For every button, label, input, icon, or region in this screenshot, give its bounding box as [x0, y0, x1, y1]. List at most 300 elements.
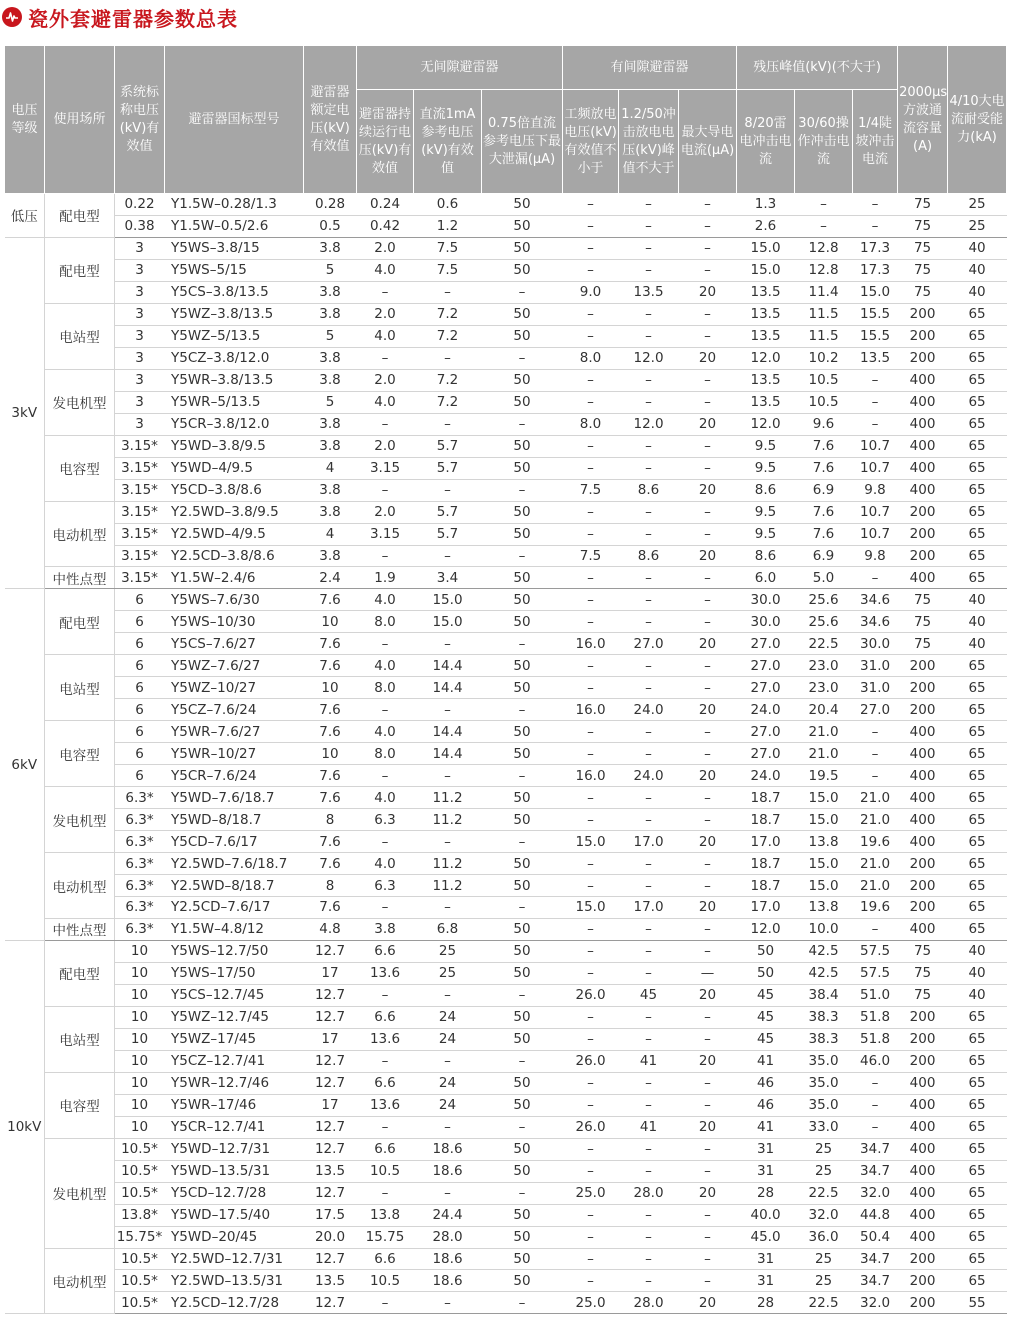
switching-residual-cell: 38.3 [795, 1028, 853, 1050]
conduction-current-cell: 20 [679, 545, 737, 567]
high-current-cell: 65 [948, 545, 1007, 567]
reference-voltage-cell: 1.2 [414, 215, 482, 237]
model-cell: Y2.5WD–8/18.7 [165, 875, 304, 897]
leakage-cell: 50 [482, 1138, 563, 1160]
usage-cell: 电容型 [45, 721, 115, 787]
model-cell: Y2.5WD–12.7/31 [165, 1248, 304, 1270]
table-row [5, 1094, 1007, 1116]
lightning-residual-cell: 31 [737, 1248, 795, 1270]
leakage-cell: 50 [482, 787, 563, 809]
system-voltage-cell: 10 [115, 1050, 165, 1072]
switching-residual-cell: 15.0 [795, 875, 853, 897]
square-wave-cell: 75 [898, 940, 948, 962]
system-voltage-cell: 3.15* [115, 457, 165, 479]
model-cell: Y5WZ–3.8/13.5 [165, 303, 304, 325]
conduction-current-cell: — [679, 962, 737, 984]
table-row [5, 940, 1007, 962]
switching-residual-cell: 7.6 [795, 523, 853, 545]
square-wave-cell: 200 [898, 897, 948, 919]
pf-discharge-cell: – [563, 1028, 619, 1050]
lightning-residual-cell: 41 [737, 1116, 795, 1138]
switching-residual-cell: 38.4 [795, 984, 853, 1006]
pf-discharge-cell: – [563, 215, 619, 237]
impulse-discharge-cell: – [619, 1094, 679, 1116]
continuous-voltage-cell: 4.0 [357, 853, 414, 875]
continuous-voltage-cell: 2.0 [357, 237, 414, 259]
model-cell: Y5CR–12.7/41 [165, 1116, 304, 1138]
square-wave-cell: 200 [898, 699, 948, 721]
lightning-residual-cell: 18.7 [737, 853, 795, 875]
table-row [5, 611, 1007, 633]
switching-residual-cell: 10.0 [795, 918, 853, 940]
table-row [5, 1028, 1007, 1050]
square-wave-cell: 400 [898, 1182, 948, 1204]
pf-discharge-cell: 8.0 [563, 413, 619, 435]
table-row [5, 1292, 1007, 1314]
leakage-cell: – [482, 765, 563, 787]
high-current-cell: 40 [948, 611, 1007, 633]
pf-discharge-cell: – [563, 1270, 619, 1292]
square-wave-cell: 200 [898, 523, 948, 545]
square-wave-cell: 200 [898, 1050, 948, 1072]
square-wave-cell: 400 [898, 1116, 948, 1138]
reference-voltage-cell: – [414, 281, 482, 303]
table-row [5, 962, 1007, 984]
continuous-voltage-cell: – [357, 1292, 414, 1314]
header-residual-group: 残压峰值(kV)(不大于) [737, 46, 898, 90]
conduction-current-cell: – [679, 523, 737, 545]
steep-residual-cell: – [853, 567, 898, 589]
switching-residual-cell: 11.5 [795, 325, 853, 347]
usage-cell: 电站型 [45, 303, 115, 369]
high-current-cell: 65 [948, 413, 1007, 435]
lightning-residual-cell: 15.0 [737, 259, 795, 281]
reference-voltage-cell: – [414, 1050, 482, 1072]
square-wave-cell: 200 [898, 1292, 948, 1314]
high-current-cell: 65 [948, 523, 1007, 545]
square-wave-cell: 400 [898, 743, 948, 765]
header-gapped-group: 有间隙避雷器 [563, 46, 737, 90]
high-current-cell: 65 [948, 787, 1007, 809]
high-current-cell: 65 [948, 1160, 1007, 1182]
impulse-discharge-cell: – [619, 1028, 679, 1050]
header-switching-impulse: 30/60操作冲击电流 [795, 90, 853, 194]
lightning-residual-cell: 12.0 [737, 347, 795, 369]
rated-voltage-cell: 7.6 [304, 633, 357, 655]
lightning-residual-cell: 46 [737, 1072, 795, 1094]
steep-residual-cell: 15.5 [853, 325, 898, 347]
impulse-discharge-cell: – [619, 875, 679, 897]
model-cell: Y5CS–12.7/45 [165, 984, 304, 1006]
table-row [5, 1204, 1007, 1226]
switching-residual-cell: 25.6 [795, 611, 853, 633]
lightning-residual-cell: 9.5 [737, 523, 795, 545]
rated-voltage-cell: 5 [304, 259, 357, 281]
high-current-cell: 65 [948, 1116, 1007, 1138]
pf-discharge-cell: 26.0 [563, 1116, 619, 1138]
continuous-voltage-cell: 0.42 [357, 215, 414, 237]
model-cell: Y5WR–17/46 [165, 1094, 304, 1116]
system-voltage-cell: 3.15* [115, 479, 165, 501]
steep-residual-cell: 10.7 [853, 501, 898, 523]
system-voltage-cell: 3.15* [115, 435, 165, 457]
lightning-residual-cell: 31 [737, 1270, 795, 1292]
model-cell: Y1.5W–0.5/2.6 [165, 215, 304, 237]
leakage-cell: 50 [482, 677, 563, 699]
header-leakage: 0.75倍直流参考电压下最大泄漏(μA) [482, 90, 563, 194]
rated-voltage-cell: 3.8 [304, 303, 357, 325]
square-wave-cell: 200 [898, 1028, 948, 1050]
leakage-cell: – [482, 1116, 563, 1138]
rated-voltage-cell: 12.7 [304, 1072, 357, 1094]
continuous-voltage-cell: 2.0 [357, 369, 414, 391]
continuous-voltage-cell: – [357, 1050, 414, 1072]
reference-voltage-cell: 0.6 [414, 194, 482, 216]
rated-voltage-cell: 12.7 [304, 1138, 357, 1160]
impulse-discharge-cell: – [619, 391, 679, 413]
system-voltage-cell: 6.3* [115, 853, 165, 875]
lightning-residual-cell: 12.0 [737, 413, 795, 435]
switching-residual-cell: 12.8 [795, 237, 853, 259]
switching-residual-cell: 21.0 [795, 721, 853, 743]
high-current-cell: 65 [948, 655, 1007, 677]
system-voltage-cell: 13.8* [115, 1204, 165, 1226]
system-voltage-cell: 3.15* [115, 523, 165, 545]
impulse-discharge-cell: – [619, 1006, 679, 1028]
conduction-current-cell: 20 [679, 1292, 737, 1314]
steep-residual-cell: 15.0 [853, 281, 898, 303]
table-row [5, 501, 1007, 523]
model-cell: Y5WD–8/18.7 [165, 809, 304, 831]
high-current-cell: 65 [948, 479, 1007, 501]
usage-cell: 电动机型 [45, 853, 115, 919]
system-voltage-cell: 6.3* [115, 897, 165, 919]
leakage-cell: 50 [482, 940, 563, 962]
lightning-residual-cell: 18.7 [737, 875, 795, 897]
rated-voltage-cell: 3.8 [304, 413, 357, 435]
pf-discharge-cell: 7.5 [563, 545, 619, 567]
high-current-cell: 65 [948, 325, 1007, 347]
conduction-current-cell: – [679, 369, 737, 391]
reference-voltage-cell: – [414, 633, 482, 655]
usage-cell: 配电型 [45, 589, 115, 655]
system-voltage-cell: 3.15* [115, 567, 165, 589]
impulse-discharge-cell: 13.5 [619, 281, 679, 303]
reference-voltage-cell: 18.6 [414, 1160, 482, 1182]
switching-residual-cell: 13.8 [795, 831, 853, 853]
square-wave-cell: 75 [898, 611, 948, 633]
conduction-current-cell: – [679, 1226, 737, 1248]
table-row [5, 655, 1007, 677]
high-current-cell: 65 [948, 853, 1007, 875]
reference-voltage-cell: – [414, 897, 482, 919]
high-current-cell: 65 [948, 875, 1007, 897]
high-current-cell: 65 [948, 831, 1007, 853]
pf-discharge-cell: 15.0 [563, 831, 619, 853]
model-cell: Y5WD–3.8/9.5 [165, 435, 304, 457]
model-cell: Y5WS–10/30 [165, 611, 304, 633]
header-reference-voltage: 直流1mA参考电压(kV)有效值 [414, 90, 482, 194]
rated-voltage-cell: 7.6 [304, 897, 357, 919]
continuous-voltage-cell: – [357, 897, 414, 919]
system-voltage-cell: 10 [115, 1006, 165, 1028]
lightning-residual-cell: 8.6 [737, 479, 795, 501]
rated-voltage-cell: 17 [304, 1028, 357, 1050]
model-cell: Y5WR–5/13.5 [165, 391, 304, 413]
square-wave-cell: 400 [898, 1138, 948, 1160]
switching-residual-cell: 10.2 [795, 347, 853, 369]
model-cell: Y2.5WD–3.8/9.5 [165, 501, 304, 523]
system-voltage-cell: 10.5* [115, 1160, 165, 1182]
leakage-cell: 50 [482, 303, 563, 325]
leakage-cell: 50 [482, 215, 563, 237]
leakage-cell: – [482, 699, 563, 721]
impulse-discharge-cell: 12.0 [619, 413, 679, 435]
system-voltage-cell: 3.15* [115, 501, 165, 523]
system-voltage-cell: 6.3* [115, 787, 165, 809]
usage-cell: 电站型 [45, 1006, 115, 1072]
rated-voltage-cell: 7.6 [304, 721, 357, 743]
conduction-current-cell: 20 [679, 347, 737, 369]
rated-voltage-cell: 3.8 [304, 435, 357, 457]
impulse-discharge-cell: – [619, 853, 679, 875]
impulse-discharge-cell: 28.0 [619, 1182, 679, 1204]
table-row [5, 1160, 1007, 1182]
continuous-voltage-cell: 6.3 [357, 809, 414, 831]
steep-residual-cell: 51.8 [853, 1006, 898, 1028]
rated-voltage-cell: 7.6 [304, 787, 357, 809]
rated-voltage-cell: 5 [304, 325, 357, 347]
reference-voltage-cell: 7.2 [414, 325, 482, 347]
table-row [5, 479, 1007, 501]
rated-voltage-cell: 3.8 [304, 237, 357, 259]
rated-voltage-cell: 12.7 [304, 1006, 357, 1028]
steep-residual-cell: 34.7 [853, 1138, 898, 1160]
conduction-current-cell: – [679, 1204, 737, 1226]
impulse-discharge-cell: 17.0 [619, 831, 679, 853]
reference-voltage-cell: 14.4 [414, 743, 482, 765]
reference-voltage-cell: 24 [414, 1094, 482, 1116]
square-wave-cell: 75 [898, 633, 948, 655]
conduction-current-cell: – [679, 1028, 737, 1050]
rated-voltage-cell: 3.8 [304, 501, 357, 523]
impulse-discharge-cell: 27.0 [619, 633, 679, 655]
leakage-cell: 50 [482, 918, 563, 940]
usage-cell: 中性点型 [45, 567, 115, 589]
pf-discharge-cell: – [563, 1006, 619, 1028]
leakage-cell: 50 [482, 611, 563, 633]
pf-discharge-cell: – [563, 787, 619, 809]
rated-voltage-cell: 12.7 [304, 1248, 357, 1270]
rated-voltage-cell: 10 [304, 677, 357, 699]
conduction-current-cell: – [679, 1248, 737, 1270]
impulse-discharge-cell: – [619, 567, 679, 589]
model-cell: Y5WZ–17/45 [165, 1028, 304, 1050]
pf-discharge-cell: 16.0 [563, 765, 619, 787]
high-current-cell: 40 [948, 589, 1007, 611]
header-continuous-voltage: 避雷器持续运行电压(kV)有效值 [357, 90, 414, 194]
leakage-cell: 50 [482, 194, 563, 216]
switching-residual-cell: 42.5 [795, 962, 853, 984]
switching-residual-cell: 5.0 [795, 567, 853, 589]
lightning-residual-cell: 28 [737, 1292, 795, 1314]
leakage-cell: 50 [482, 853, 563, 875]
continuous-voltage-cell: 3.15 [357, 457, 414, 479]
conduction-current-cell: – [679, 1094, 737, 1116]
square-wave-cell: 200 [898, 677, 948, 699]
rated-voltage-cell: 3.8 [304, 479, 357, 501]
arrester-spec-table [4, 45, 1007, 1314]
switching-residual-cell: 32.0 [795, 1204, 853, 1226]
square-wave-cell: 200 [898, 1248, 948, 1270]
switching-residual-cell: 25 [795, 1160, 853, 1182]
square-wave-cell: 75 [898, 194, 948, 216]
lightning-residual-cell: 50 [737, 962, 795, 984]
reference-voltage-cell: 24 [414, 1028, 482, 1050]
leakage-cell: – [482, 347, 563, 369]
high-current-cell: 65 [948, 1006, 1007, 1028]
switching-residual-cell: 23.0 [795, 655, 853, 677]
impulse-discharge-cell: – [619, 501, 679, 523]
table-row [5, 1270, 1007, 1292]
table-row [5, 831, 1007, 853]
continuous-voltage-cell: 8.0 [357, 611, 414, 633]
impulse-discharge-cell: 45 [619, 984, 679, 1006]
steep-residual-cell: – [853, 743, 898, 765]
steep-residual-cell: 46.0 [853, 1050, 898, 1072]
reference-voltage-cell: 24.4 [414, 1204, 482, 1226]
switching-residual-cell: 22.5 [795, 1292, 853, 1314]
continuous-voltage-cell: 4.0 [357, 655, 414, 677]
steep-residual-cell: 31.0 [853, 655, 898, 677]
high-current-cell: 65 [948, 1028, 1007, 1050]
pf-discharge-cell: – [563, 1226, 619, 1248]
conduction-current-cell: – [679, 325, 737, 347]
header-power-frequency-discharge: 工频放电电压(kV)有效值不小于 [563, 90, 619, 194]
switching-residual-cell: 25 [795, 1248, 853, 1270]
system-voltage-cell: 6 [115, 721, 165, 743]
lightning-residual-cell: 15.0 [737, 237, 795, 259]
steep-residual-cell: 17.3 [853, 259, 898, 281]
system-voltage-cell: 3 [115, 325, 165, 347]
pf-discharge-cell: – [563, 875, 619, 897]
switching-residual-cell: 15.0 [795, 787, 853, 809]
continuous-voltage-cell: 1.9 [357, 567, 414, 589]
voltage-grade-cell: 6kV [5, 589, 45, 941]
conduction-current-cell: – [679, 940, 737, 962]
steep-residual-cell: 21.0 [853, 875, 898, 897]
lightning-residual-cell: 45 [737, 984, 795, 1006]
continuous-voltage-cell: 4.0 [357, 721, 414, 743]
reference-voltage-cell: 3.4 [414, 567, 482, 589]
steep-residual-cell: – [853, 215, 898, 237]
high-current-cell: 65 [948, 369, 1007, 391]
reference-voltage-cell: 6.8 [414, 918, 482, 940]
system-voltage-cell: 3 [115, 237, 165, 259]
header-high-current: 4/10大电流耐受能力(kA) [948, 46, 1007, 194]
model-cell: Y5CR–7.6/24 [165, 765, 304, 787]
steep-residual-cell: 17.3 [853, 237, 898, 259]
continuous-voltage-cell: – [357, 633, 414, 655]
reference-voltage-cell: – [414, 984, 482, 1006]
conduction-current-cell: – [679, 457, 737, 479]
impulse-discharge-cell: 41 [619, 1050, 679, 1072]
switching-residual-cell: 10.5 [795, 391, 853, 413]
usage-cell: 配电型 [45, 194, 115, 238]
leakage-cell: 50 [482, 435, 563, 457]
reference-voltage-cell: – [414, 1116, 482, 1138]
reference-voltage-cell: 18.6 [414, 1138, 482, 1160]
conduction-current-cell: 20 [679, 1116, 737, 1138]
switching-residual-cell: 38.3 [795, 1006, 853, 1028]
steep-residual-cell: – [853, 765, 898, 787]
table-row [5, 743, 1007, 765]
high-current-cell: 40 [948, 281, 1007, 303]
steep-residual-cell: 15.5 [853, 303, 898, 325]
voltage-grade-cell: 10kV [5, 940, 45, 1313]
switching-residual-cell: 15.0 [795, 809, 853, 831]
pf-discharge-cell: 16.0 [563, 633, 619, 655]
reference-voltage-cell: – [414, 831, 482, 853]
impulse-discharge-cell: 12.0 [619, 347, 679, 369]
leakage-cell: 50 [482, 721, 563, 743]
lightning-residual-cell: 31 [737, 1138, 795, 1160]
model-cell: Y2.5CD–12.7/28 [165, 1292, 304, 1314]
square-wave-cell: 400 [898, 918, 948, 940]
rated-voltage-cell: 7.6 [304, 765, 357, 787]
impulse-discharge-cell: – [619, 215, 679, 237]
high-current-cell: 65 [948, 303, 1007, 325]
pf-discharge-cell: 9.0 [563, 281, 619, 303]
square-wave-cell: 400 [898, 1160, 948, 1182]
table-row [5, 303, 1007, 325]
impulse-discharge-cell: – [619, 237, 679, 259]
switching-residual-cell: 35.0 [795, 1050, 853, 1072]
lightning-residual-cell: 9.5 [737, 457, 795, 479]
pf-discharge-cell: – [563, 1094, 619, 1116]
switching-residual-cell: 33.0 [795, 1116, 853, 1138]
lightning-residual-cell: 8.6 [737, 545, 795, 567]
system-voltage-cell: 6 [115, 611, 165, 633]
reference-voltage-cell: 18.6 [414, 1270, 482, 1292]
pf-discharge-cell: 16.0 [563, 699, 619, 721]
conduction-current-cell: – [679, 1006, 737, 1028]
impulse-discharge-cell: – [619, 655, 679, 677]
impulse-discharge-cell: – [619, 1072, 679, 1094]
continuous-voltage-cell: 8.0 [357, 677, 414, 699]
square-wave-cell: 200 [898, 545, 948, 567]
pf-discharge-cell: – [563, 1204, 619, 1226]
conduction-current-cell: – [679, 1072, 737, 1094]
lightning-residual-cell: 13.5 [737, 369, 795, 391]
rated-voltage-cell: 12.7 [304, 1182, 357, 1204]
rated-voltage-cell: 0.5 [304, 215, 357, 237]
steep-residual-cell: 51.8 [853, 1028, 898, 1050]
rated-voltage-cell: 7.6 [304, 853, 357, 875]
lightning-residual-cell: 18.7 [737, 809, 795, 831]
model-cell: Y5WS–3.8/15 [165, 237, 304, 259]
steep-residual-cell: 34.7 [853, 1160, 898, 1182]
system-voltage-cell: 3 [115, 391, 165, 413]
system-voltage-cell: 3.15* [115, 545, 165, 567]
switching-residual-cell: – [795, 194, 853, 216]
square-wave-cell: 200 [898, 875, 948, 897]
rated-voltage-cell: 3.8 [304, 369, 357, 391]
system-voltage-cell: 10 [115, 962, 165, 984]
model-cell: Y1.5W–4.8/12 [165, 918, 304, 940]
lightning-residual-cell: 13.5 [737, 303, 795, 325]
conduction-current-cell: – [679, 391, 737, 413]
